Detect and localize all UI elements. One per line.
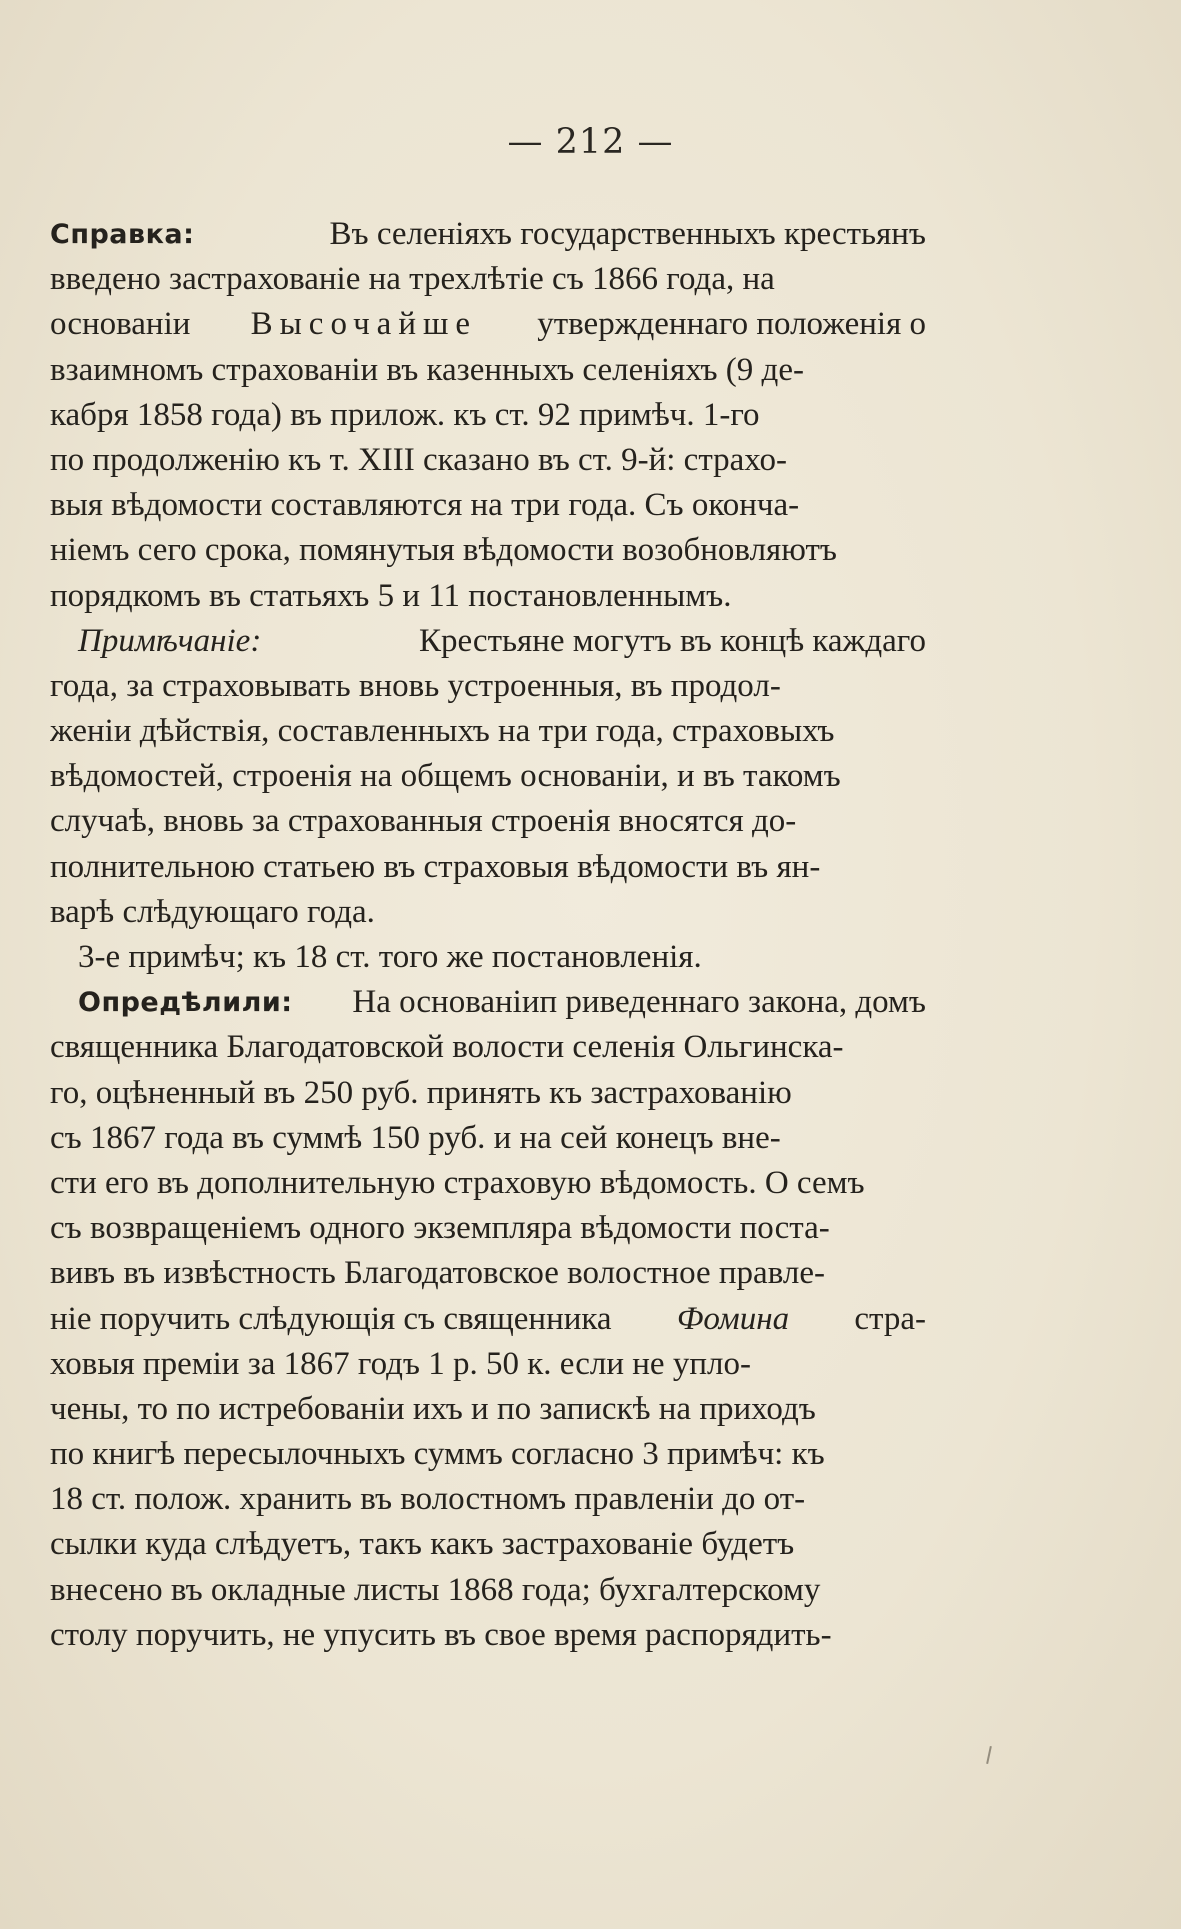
text-line xyxy=(50,574,926,619)
text-line xyxy=(50,438,926,483)
text-line xyxy=(50,1071,926,1116)
line-text: по книгѣ пересылочныхъ суммъ согласно 3 примѣч: къ xyxy=(50,1436,825,1473)
text-line xyxy=(50,1522,926,1567)
line-text: случаѣ, вновь за страхованныя строенія вносятся до- xyxy=(50,803,797,840)
line-text: женіи дѣйствія, составленныхъ на три года, страховыхъ xyxy=(50,713,835,750)
line-text: священника Благодатовской волости селенія Ольгинска- xyxy=(50,1029,844,1066)
text-line xyxy=(50,754,926,799)
line-text: го, оцѣненный въ 250 руб. принять къ застрахованію xyxy=(50,1074,792,1111)
text-line xyxy=(50,1297,926,1342)
line-text: Въ селеніяхъ государственныхъ крестьянъ xyxy=(329,216,926,252)
section-label: Справка: xyxy=(50,219,195,250)
line-text: стра- xyxy=(854,1300,926,1337)
section-label: Опредѣлили: xyxy=(78,987,293,1019)
line-text: введено застрахованіе на трехлѣтіе съ 1866 года, на xyxy=(50,261,775,298)
surname-text: Фомина xyxy=(676,1300,790,1337)
text-line xyxy=(50,1251,926,1296)
line-text: Крестьяне могутъ въ концѣ каждаго xyxy=(418,622,926,659)
line-text: взаимномъ страхованіи въ казенныхъ селеніяхъ (9 де- xyxy=(50,351,804,388)
text-line xyxy=(50,619,926,664)
text-line xyxy=(50,1387,926,1432)
text-line xyxy=(50,528,926,573)
text-line xyxy=(50,980,926,1025)
text-line xyxy=(50,302,926,347)
line-text: ніе поручить слѣдующія съ священника xyxy=(50,1300,612,1337)
line-text: порядкомъ въ статьяхъ 5 и 11 постановленнымъ. xyxy=(50,577,732,614)
line-text: основаніи xyxy=(50,306,191,343)
line-text: На основаніип риведеннаго закона, домъ xyxy=(352,984,926,1021)
text-line xyxy=(50,845,926,890)
text-line xyxy=(50,1206,926,1251)
text-line xyxy=(50,1477,926,1522)
line-text: сылки куда слѣдуетъ, такъ какъ застрахованіе будетъ xyxy=(50,1526,795,1563)
line-text: выя вѣдомости составляются на три года. Съ оконча- xyxy=(50,487,800,524)
text-line xyxy=(50,799,926,844)
line-text: по продолженію къ т. XIII сказано въ ст. 9-й: страхо- xyxy=(50,441,788,478)
text-line xyxy=(50,1568,926,1613)
line-text: внесено въ окладные листы 1868 года; бухгалтерскому xyxy=(50,1571,821,1608)
paper-speck xyxy=(986,1746,992,1764)
text-line xyxy=(50,664,926,709)
text-line xyxy=(50,1161,926,1206)
line-text: полнительною статьею въ страховыя вѣдомости въ ян- xyxy=(50,848,821,885)
line-text: вѣдомостей, строенія на общемъ основаніи, и въ такомъ xyxy=(50,758,841,795)
text-line xyxy=(50,393,926,438)
text-line xyxy=(50,1613,926,1658)
line-text: ніемъ сего срока, помянутыя вѣдомости возобновляютъ xyxy=(50,532,837,569)
page-number: — 212 — xyxy=(507,122,674,162)
line-text: ховыя преміи за 1867 годъ 1 р. 50 к. если не упло- xyxy=(50,1345,751,1382)
text-line xyxy=(50,1432,926,1477)
text-line xyxy=(50,709,926,754)
line-text: чены, то по истребованіи ихъ и по запискѣ на приходъ xyxy=(50,1390,816,1427)
note-label: Примѣчаніе: xyxy=(78,622,262,659)
text-line xyxy=(50,1116,926,1161)
body-text xyxy=(50,212,926,1658)
line-text: 3-е примѣч; къ 18 ст. того же постановленія. xyxy=(78,939,702,975)
line-text: вивъ въ извѣстность Благодатовское волостное правле- xyxy=(50,1255,825,1292)
line-text: кабря 1858 года) въ прилож. къ ст. 92 примѣч. 1-го xyxy=(50,396,760,433)
emphasis-text: Высочайше xyxy=(250,306,478,343)
text-line xyxy=(50,212,926,257)
text-line xyxy=(50,935,926,980)
text-line xyxy=(50,890,926,935)
line-text: столу поручить, не упусить въ свое время распорядить- xyxy=(50,1616,832,1653)
text-line xyxy=(50,1342,926,1387)
line-text: года, за страховывать вновь устроенныя, въ продол- xyxy=(50,667,781,704)
text-line xyxy=(50,483,926,528)
line-text: утвержденнаго положенія о xyxy=(537,306,926,343)
text-line xyxy=(50,1025,926,1070)
line-text: варѣ слѣдующаго года. xyxy=(50,893,375,930)
line-text: съ 1867 года въ суммѣ 150 руб. и на сей конецъ вне- xyxy=(50,1119,781,1156)
text-line xyxy=(50,257,926,302)
line-text: съ возвращеніемъ одного экземпляра вѣдомости поста- xyxy=(50,1210,830,1247)
line-text: сти его въ дополнительную страховую вѣдомость. О семъ xyxy=(50,1164,865,1201)
line-text: 18 ст. полож. хранить въ волостномъ правленіи до от- xyxy=(50,1481,806,1518)
text-line xyxy=(50,348,926,393)
